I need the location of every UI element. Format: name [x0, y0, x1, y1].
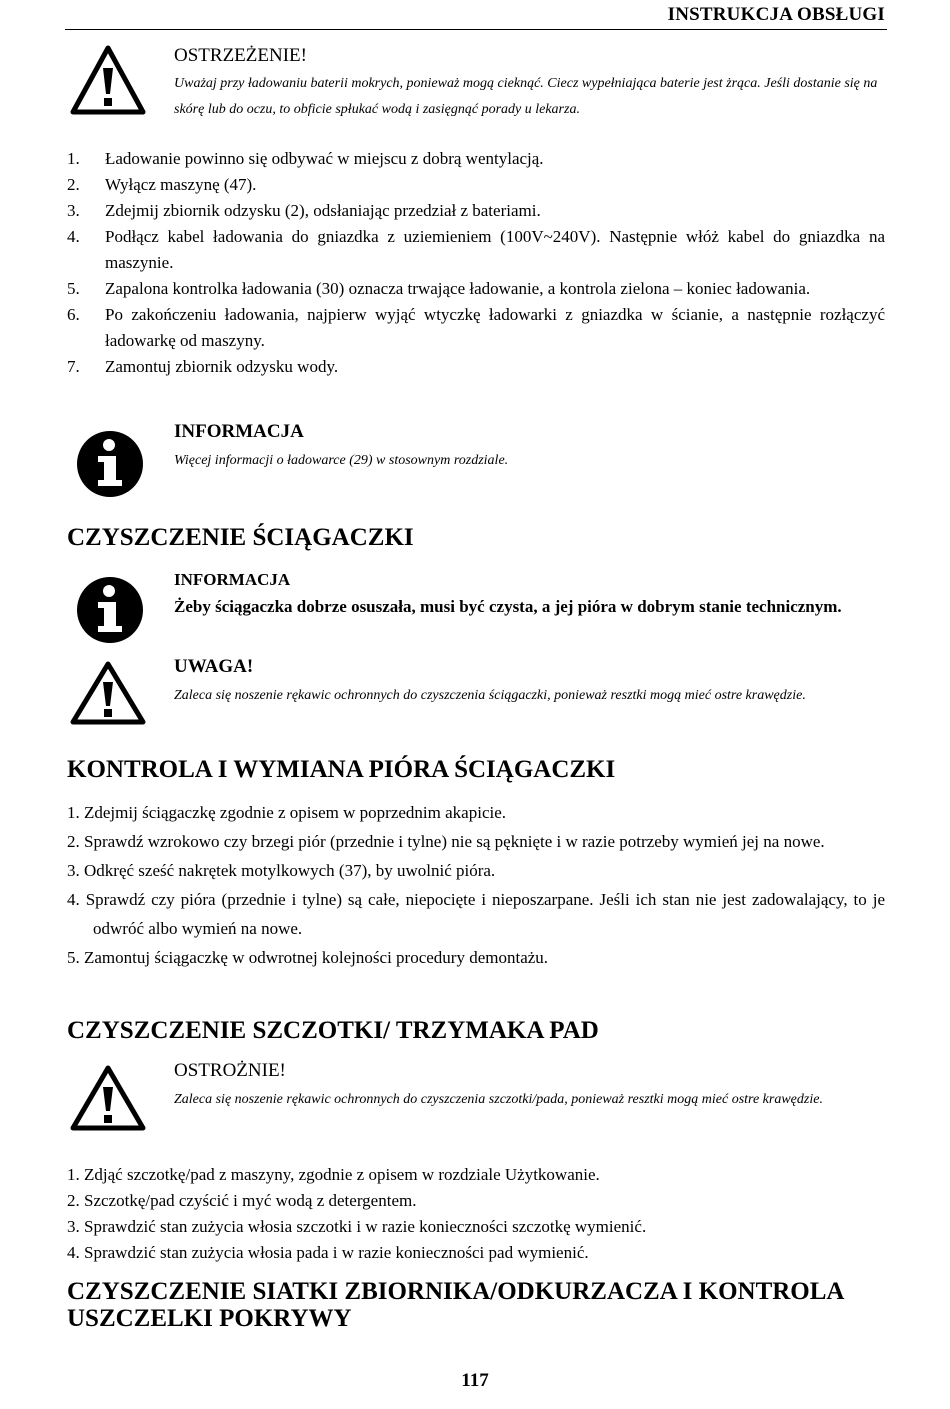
section-title: CZYSZCZENIE ŚCIĄGACZKI	[67, 524, 414, 551]
list-item: 4. Podłącz kabel ładowania do gniazdka z uziemieniem (100V~240V). Następnie włóż kabel do gniazdka na maszynie.	[67, 227, 885, 272]
running-header: INSTRUKCJA OBSŁUGI	[667, 4, 885, 25]
warning-triangle-icon	[70, 1064, 146, 1132]
section-title: KONTROLA I WYMIANA PIÓRA ŚCIĄGACZKI	[67, 756, 616, 783]
warning-text: Zaleca się noszenie rękawic ochronnych do czyszczenia ściągaczki, ponieważ resztki mogą mieć ostre krawędzie.	[174, 688, 806, 703]
list-item: 3. Zdejmij zbiornik odzysku (2), odsłaniając przedział z bateriami.	[67, 201, 541, 220]
list-item: 1. Zdjąć szczotkę/pad z maszyny, zgodnie z opisem w rozdziale Użytkowanie.	[67, 1165, 600, 1184]
info-icon	[76, 576, 144, 644]
warning-title: UWAGA!	[174, 656, 254, 677]
info-title: INFORMACJA	[174, 421, 304, 442]
warning-triangle-icon	[70, 44, 146, 116]
info-text: Więcej informacji o ładowarce (29) w stosownym rozdziale.	[174, 453, 509, 468]
page-number: 117	[461, 1370, 489, 1391]
list-item: 6. Po zakończeniu ładowania, najpierw wyjąć wtyczkę ładowarki z gniazdka w ścianie, a następnie rozłączyć ładowarkę od maszyny.	[67, 305, 885, 350]
list-item: 2. Sprawdź wzrokowo czy brzegi piór (przednie i tylne) nie są pęknięte i w razie potrzeby wymień jej na nowe.	[67, 832, 825, 851]
list-item: 7. Zamontuj zbiornik odzysku wody.	[67, 357, 339, 376]
list-item: 4. Sprawdź czy pióra (przednie i tylne) są całe, niepocięte i nieposzarpane. Jeśli ich stan nie jest zadowalający, to je odwróć albo wymień na nowe.	[67, 890, 885, 938]
warning-triangle-icon	[70, 660, 146, 726]
list-item: 4. Sprawdzić stan zużycia włosia pada i w razie konieczności pad wymienić.	[67, 1243, 589, 1262]
list-item: 5. Zapalona kontrolka ładowania (30) oznacza trwające ładowanie, a kontrola zielona – koniec ładowania.	[67, 279, 811, 298]
warning-text: Uważaj przy ładowaniu baterii mokrych, ponieważ mogą cieknąć. Ciecz wypełniająca baterie jest żrąca. Jeśli dostanie się na skórę lub do oczu, to obficie spłukać wodą i zasięgnąć porady u lekarza.	[174, 76, 878, 117]
list-item: 1. Zdejmij ściągaczkę zgodnie z opisem w poprzednim akapicie.	[67, 803, 507, 822]
brush-steps-list	[67, 1162, 885, 1266]
list-item: 1. Ładowanie powinno się odbywać w miejscu z dobrą wentylacją.	[67, 149, 544, 168]
list-item: 5. Zamontuj ściągaczkę w odwrotnej kolejności procedury demontażu.	[67, 948, 549, 967]
warning-text: Zaleca się noszenie rękawic ochronnych do czyszczenia szczotki/pada, ponieważ resztki mogą mieć ostre krawędzie.	[174, 1092, 823, 1107]
warning-title: OSTRZEŻENIE!	[174, 45, 307, 66]
section-title: CZYSZCZENIE SZCZOTKI/ TRZYMAKA PAD	[67, 1017, 599, 1044]
info-text: Żeby ściągaczka dobrze osuszała, musi być czysta, a jej pióra w dobrym stanie technicznym.	[174, 597, 842, 616]
list-item: 2. Szczotkę/pad czyścić i myć wodą z detergentem.	[67, 1191, 417, 1210]
warning-title: OSTROŻNIE!	[174, 1060, 286, 1081]
list-item: 3. Sprawdzić stan zużycia włosia szczotki i w razie konieczności szczotkę wymienić.	[67, 1217, 647, 1236]
blade-steps-list	[67, 798, 885, 972]
list-item: 3. Odkręć sześć nakrętek motylkowych (37), by uwolnić pióra.	[67, 861, 496, 880]
charging-steps-list	[65, 146, 885, 380]
header-rule	[65, 29, 887, 30]
list-item: 2. Wyłącz maszynę (47).	[67, 175, 257, 194]
info-icon	[76, 430, 144, 498]
section-title: CZYSZCZENIE SIATKI ZBIORNIKA/ODKURZACZA I KONTROLA USZCZELKI POKRYWY	[67, 1278, 844, 1332]
info-title: INFORMACJA	[174, 570, 291, 589]
